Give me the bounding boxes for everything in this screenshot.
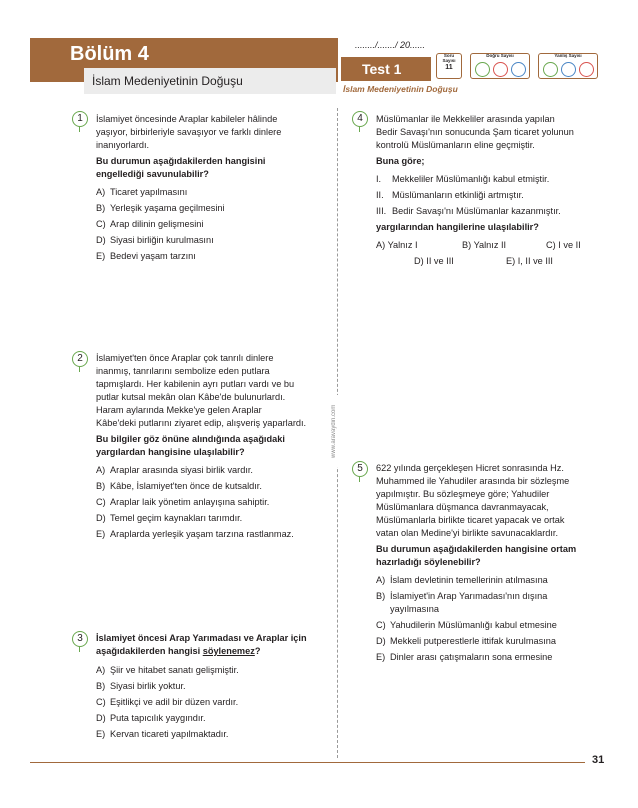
q1-stem-line-3: inanıyorlardı.	[96, 140, 150, 150]
q2-question-line-1: Bu bilgiler göz önüne alındığında aşağıdaki	[96, 434, 285, 444]
q5-stem-line-6: vatan olan Medine'yi birlikte savunacaklardır.	[376, 528, 559, 538]
q4-stem-line-2: Bedir Savaşı'nın sonucunda Şam ticaret yolunun	[376, 127, 574, 137]
q4-option-a[interactable]: A) Yalnız I	[376, 240, 418, 250]
q2-question-line-2: yargılardan hangisine ulaşılabilir?	[96, 447, 245, 457]
correct-count-title: Doğru Sayısı	[486, 53, 514, 58]
red-circle-icon	[493, 62, 508, 77]
q1-option-d[interactable]: D) Siyasi birliğin kurulmasını	[96, 235, 214, 245]
q2-option-b[interactable]: B) Kâbe, İslamiyet'ten önce de kutsaldır.	[96, 481, 262, 491]
q1-question-line-1: Bu durumun aşağıdakilerden hangisini	[96, 156, 266, 166]
q5-stem-line-3: yapılmıştır. Bu sözleşmeye göre; Yahudiler	[376, 489, 550, 499]
q4-question: yargılarından hangilerine ulaşılabilir?	[376, 222, 539, 232]
q1-question-line-2: engellediği savunulabilir?	[96, 169, 209, 179]
q3-option-c[interactable]: C) Eşitlikçi ve adil bir düzen vardır.	[96, 697, 239, 707]
q4-option-e[interactable]: E) I, II ve III	[506, 256, 553, 266]
q4-option-d[interactable]: D) II ve III	[414, 256, 454, 266]
q2-stem-line-5: Haram aylarında Mekke'ye gelen Araplar	[96, 405, 262, 415]
q3-option-d[interactable]: D) Puta tapıcılık yaygındır.	[96, 713, 206, 723]
green-circle-icon	[543, 62, 558, 77]
q3-option-e[interactable]: E) Kervan ticareti yapılmaktadır.	[96, 729, 229, 739]
chapter-subtitle: İslam Medeniyetinin Doğuşu	[92, 74, 243, 88]
blue-circle-icon	[511, 62, 526, 77]
question-count-title: Soru Sayısı	[442, 53, 456, 63]
q5-stem-line-1: 622 yılında gerçekleşen Hicret sonrasında Hz.	[376, 463, 564, 473]
wrong-count-box	[538, 53, 598, 79]
q1-option-e[interactable]: E) Bedevi yaşam tarzını	[96, 251, 196, 261]
page-number: 31	[592, 754, 605, 766]
red-circle-icon	[579, 62, 594, 77]
q2-option-a[interactable]: A) Araplar arasında siyasi birlik vardır.	[96, 465, 253, 475]
green-circle-icon	[475, 62, 490, 77]
q1-option-b[interactable]: B) Yerleşik yaşama geçilmesini	[96, 203, 225, 213]
q2-stem-line-3: tapmışlardı. Her kabilenin ayrı putları vardı ve bu	[96, 379, 295, 389]
q2-stem-line-1: İslamiyet'ten önce Araplar çok tanrılı dinlere	[96, 353, 274, 363]
q1-option-a[interactable]: A) Ticaret yapılmasını	[96, 187, 188, 197]
q5-option-c[interactable]: C) Yahudilerin Müslümanlığı kabul etmesine	[376, 620, 557, 630]
q2-stem-line-4: putlar kutsal mekân olan Kâbe'de bulunurlardı.	[96, 392, 286, 402]
q2-stem-line-6: Kâbe'deki putlarını ziyaret edip, alışveriş yaparlardı.	[96, 418, 307, 428]
question-number-4: 4	[352, 111, 368, 127]
q2-option-c[interactable]: C) Araplar laik yönetim anlayışına sahiptir.	[96, 497, 270, 507]
question-number-5: 5	[352, 461, 368, 477]
q5-question-line-1: Bu durumun aşağıdakilerden hangisine ortam	[376, 544, 577, 554]
q5-option-b-cont: yayılmasına	[390, 604, 440, 614]
q3-question-line-2: aşağıdakilerden hangisi söylenemez?	[96, 646, 261, 656]
q4-option-b[interactable]: B) Yalnız II	[462, 240, 507, 250]
q4-statement-2: II. Müslümanların etkinliği artmıştır.	[376, 190, 524, 200]
question-number-3: 3	[72, 631, 88, 647]
blue-circle-icon	[561, 62, 576, 77]
correct-count-box	[470, 53, 530, 79]
date-line: ......../......./ 20......	[355, 40, 426, 50]
topic-tag: İslam Medeniyetinin Doğuşu	[343, 84, 458, 94]
q4-option-c[interactable]: C) I ve II	[546, 240, 581, 250]
q5-option-d[interactable]: D) Mekkeli putperestlerle ittifak kurulmasına	[376, 636, 556, 646]
q5-stem-line-5: Müslümanlarla birlikte ticaret yapacak ve ortak	[376, 515, 565, 525]
q5-option-a[interactable]: A) İslam devletinin temellerinin atılmasına	[376, 575, 548, 585]
q5-option-b[interactable]: B) İslamiyet'in Arap Yarımadası'nın dışına	[376, 591, 548, 601]
q1-stem-line-2: yaşıyor, birbirleriyle savaşıyor ve farklı dinlere	[96, 127, 282, 137]
q1-option-c[interactable]: C) Arap dilinin gelişmesini	[96, 219, 204, 229]
q4-lead: Buna göre;	[376, 156, 425, 166]
q5-option-e[interactable]: E) Dinler arası çatışmaların sona ermesine	[376, 652, 553, 662]
wrong-count-title: Yanlış Sayısı	[554, 53, 582, 58]
test-label: Test 1	[362, 61, 402, 77]
footer-line	[30, 762, 585, 763]
question-count-value: 11	[445, 64, 453, 71]
q4-stem-line-1: Müslümanlar ile Mekkeliler arasında yapılan	[376, 114, 555, 124]
q5-question-line-2: hazırladığı söylenebilir?	[376, 557, 481, 567]
q5-stem-line-4: Müslümanlara düşmanca davranmayacak,	[376, 502, 549, 512]
q1-stem-line-1: İslamiyet öncesinde Araplar kabileler hâlinde	[96, 114, 278, 124]
q4-statement-1: I. Mekkeliler Müslümanlığı kabul etmiştir.	[376, 174, 550, 184]
q4-stem-line-3: kontrolü Müslümanların eline geçmiştir.	[376, 140, 535, 150]
q3-option-b[interactable]: B) Siyasi birlik yoktur.	[96, 681, 186, 691]
q3-question-line-1: İslamiyet öncesi Arap Yarımadası ve Araplar için	[96, 633, 307, 643]
q4-statement-3: III. Bedir Savaşı'nı Müslümanlar kazanmıştır.	[376, 206, 561, 216]
question-count-box	[436, 53, 462, 79]
watermark: www.aravaydin.com	[331, 395, 343, 467]
q3-option-a[interactable]: A) Şiir ve hitabet sanatı gelişmiştir.	[96, 665, 239, 675]
chapter-title: Bölüm 4	[70, 43, 149, 65]
q2-stem-line-2: inanmış, tanrılarını sembolize eden putlara	[96, 366, 270, 376]
q5-stem-line-2: Muhammed ile Yahudiler arasında bir sözleşme	[376, 476, 570, 486]
question-number-2: 2	[72, 351, 88, 367]
q2-option-e[interactable]: E) Araplarda yerleşik yaşam tarzına rastlanmaz.	[96, 529, 294, 539]
question-number-1: 1	[72, 111, 88, 127]
q2-option-d[interactable]: D) Temel geçim kaynakları tarımdır.	[96, 513, 243, 523]
